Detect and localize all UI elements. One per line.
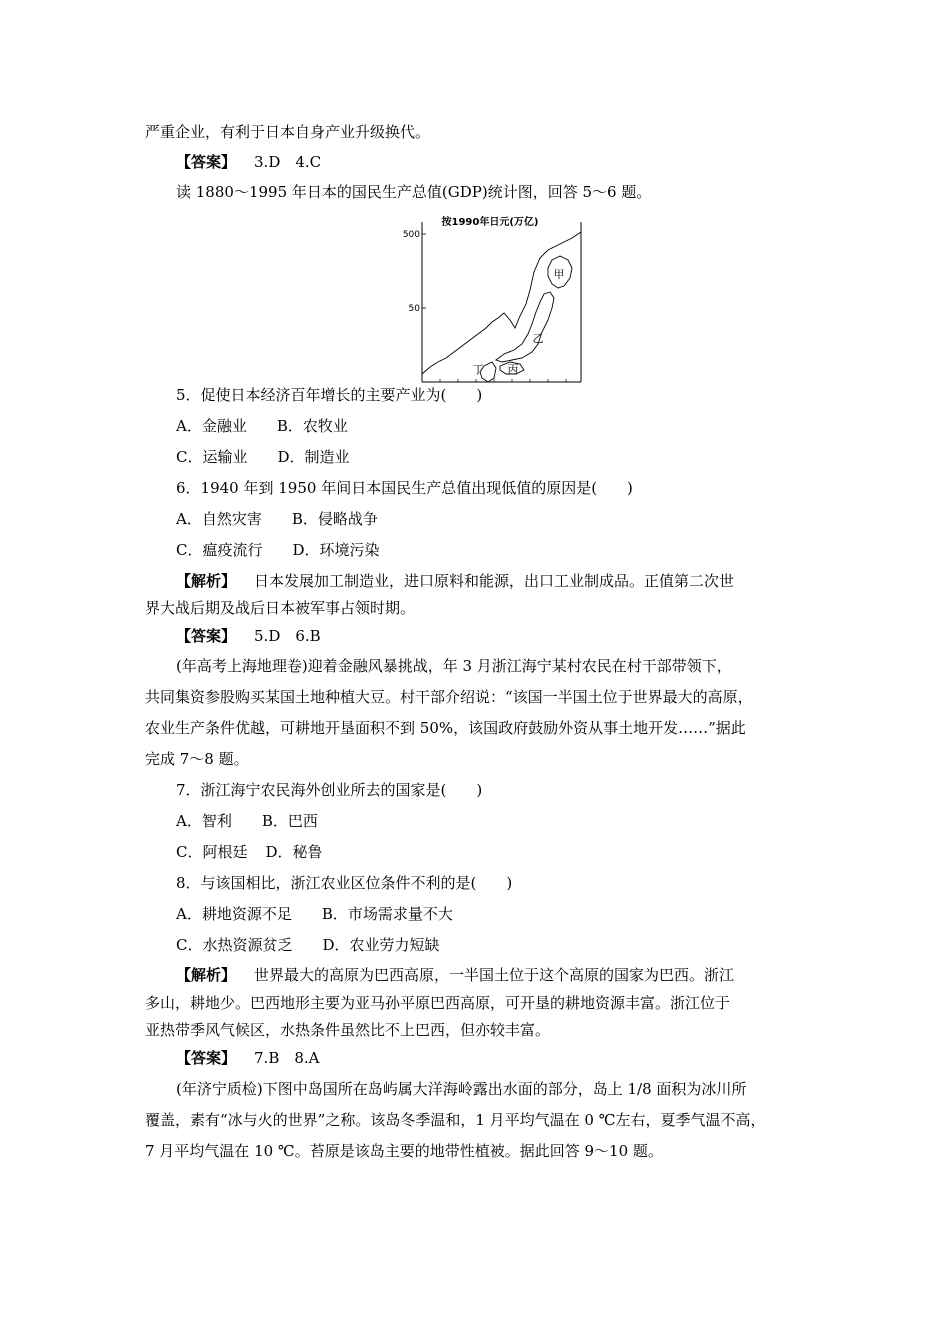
answer-text: 7.B 8.A [254,1049,320,1067]
option-b: B．农牧业 [276,417,348,435]
answer-label: 【答案】 [176,627,237,645]
gdp-chart-svg [392,212,588,387]
label-yi: 乙 [532,332,544,345]
island-yi [496,292,554,362]
explanation-line-2: 界大战后期及战后日本被军事占领时期。 [145,599,416,617]
answer-label: 【答案】 [176,153,237,171]
question-6: 6．1940 年到 1950 年间日本国民生产总值出现低值的原因是( ) [176,479,633,497]
options-6-ab [176,509,378,529]
options-5-ab [176,416,348,436]
option-c: C．阿根廷 [176,843,248,861]
y-tick-label-500: 500 [402,230,420,240]
explanation-line-2: 多山，耕地少。巴西地形主要为亚马孙平原巴西高原，可开垦的耕地资源丰富。浙江位于 [145,994,731,1012]
y-tick-label-50: 50 [408,304,420,314]
explanation-label: 【解析】 [176,572,237,590]
passage-line: 覆盖，素有“冰与火的世界”之称。该岛冬季温和，1 月平均气温在 0 ℃左右，夏季气温不高， [145,1111,766,1129]
option-c: C．运输业 [176,448,248,466]
options-6-cd [176,540,380,560]
option-a: A．金融业 [176,417,247,435]
question-7: 7．浙江海宁农民海外创业所去的国家是( ) [176,781,483,799]
options-7-cd [176,842,323,862]
option-b: B．市场需求量不大 [321,905,453,923]
explanation-text: 日本发展加工制造业，进口原料和能源，出口工业制成品。正值第二次世 [254,572,735,590]
options-8-cd [176,935,440,955]
option-b: B．巴西 [261,812,318,830]
options-8-ab [176,904,453,924]
option-d: D．农业劳力短缺 [322,936,440,954]
figure-title: 按1990年日元(万亿) [441,217,539,228]
answer-line [176,152,321,172]
gdp-curve [422,232,581,374]
explanation-text: 世界最大的高原为巴西高原，一半国土位于这个高原的国家为巴西。浙江 [254,966,735,984]
passage-line: 7 月平均气温在 10 ℃。苔原是该岛主要的地带性植被。据此回答 9～10 题。 [145,1142,663,1160]
options-5-cd [176,447,350,467]
gdp-map-figure [392,212,588,387]
label-jia: 甲 [553,268,565,281]
option-b: B．侵略战争 [291,510,378,528]
explanation-label: 【解析】 [176,966,237,984]
option-d: D．制造业 [277,448,350,466]
passage-line: (年济宁质检)下图中岛国所在岛屿属大洋海岭露出水面的部分，岛上 1/8 面积为冰川所 [176,1080,747,1098]
answer-label: 【答案】 [176,1049,237,1067]
option-a: A．自然灾害 [176,510,262,528]
answer-line [176,1048,320,1068]
answer-line [176,626,321,646]
answer-text: 5.D 6.B [254,627,321,645]
option-d: D．秘鲁 [265,843,323,861]
answer-text: 3.D 4.C [254,153,322,171]
passage-line: 完成 7～8 题。 [145,750,249,768]
explanation-line [176,965,734,985]
option-c: C．瘟疫流行 [176,541,263,559]
question-intro: 读 1880～1995 年日本的国民生产总值(GDP)统计图，回答 5～6 题。 [176,183,652,201]
passage-line: (年高考上海地理卷)迎着金融风暴挑战，年 3 月浙江海宁某村农民在村干部带领下， [176,657,732,675]
explanation-line [176,571,734,591]
label-ding: 丁 [472,363,484,376]
option-d: D．环境污染 [292,541,380,559]
label-bing: 丙 [507,363,519,376]
option-a: A．智利 [176,812,232,830]
question-5: 5．促使日本经济百年增长的主要产业为( ) [176,386,483,404]
question-8: 8．与该国相比，浙江农业区位条件不利的是( ) [176,874,513,892]
text-line: 严重企业，有利于日本自身产业升级换代。 [145,123,431,141]
option-c: C．水热资源贫乏 [176,936,293,954]
passage-line: 共同集资参股购买某国土地种植大豆。村干部介绍说：“该国一半国土位于世界最大的高原， [145,688,753,706]
option-a: A．耕地资源不足 [176,905,292,923]
explanation-line-3: 亚热带季风气候区，水热条件虽然比不上巴西，但亦较丰富。 [145,1021,551,1039]
options-7-ab [176,811,318,831]
passage-line: 农业生产条件优越，可耕地开垦面积不到 50%，该国政府鼓励外资从事土地开发……”据此 [145,719,746,737]
